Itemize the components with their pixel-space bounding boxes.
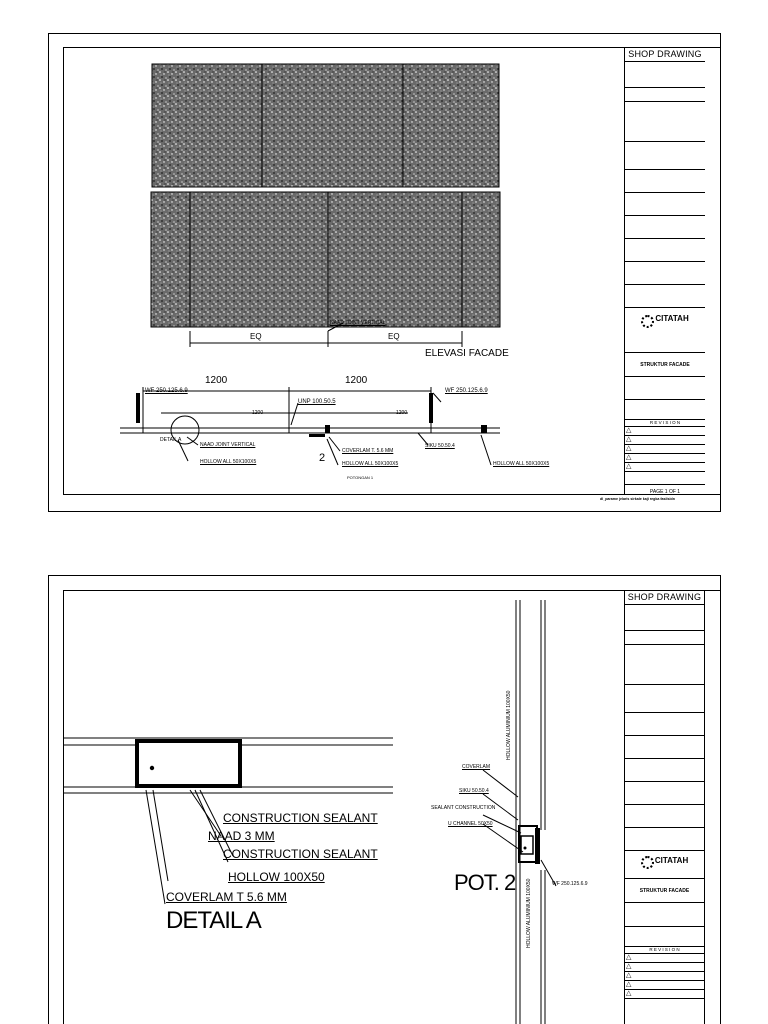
tb-row: [625, 216, 705, 239]
revision-row: [625, 972, 704, 981]
coverlam-detail-label: COVERLAM T 5.6 MM: [166, 890, 287, 904]
wf-right-label: WF 250.125.6.9: [445, 388, 488, 394]
revision-row: [625, 463, 705, 472]
tb-row: [625, 400, 705, 420]
unp-label: UNP 100.50.5: [298, 399, 336, 405]
inner-dim-left: 1200: [252, 410, 264, 416]
company-logo-block: [625, 851, 704, 879]
revision-row: [625, 963, 704, 972]
hollow-mid-label: HOLLOW ALL 50X100X5: [342, 461, 399, 467]
hollow-left-label: HOLLOW ALL 50X100X5: [200, 459, 257, 465]
tb-row: [625, 685, 704, 713]
pot2-u-channel-label: U CHANNEL 50X50: [448, 821, 493, 827]
pot2-wf-label: WF 250.125.6.9: [552, 881, 588, 887]
coverlam-label: COVERLAM T. 5.6 MM: [342, 448, 394, 454]
inner-dim-right: 1200: [396, 410, 408, 416]
coverlam-panel-bottom: [151, 192, 500, 327]
construction-sealant-2-label: CONSTRUCTION SEALANT: [223, 847, 378, 861]
pot2-coverlam-label: COVERLAM: [462, 764, 491, 770]
revision-row: [625, 454, 705, 463]
hollow-label: HOLLOW 100X50: [228, 870, 325, 884]
company-logo-block: [625, 308, 705, 353]
sheet1-footnote: dl_parame jelaris sirkale kaji regka fasilsidn: [600, 497, 675, 501]
section-marker: 2: [319, 452, 326, 464]
revision-triangle-icon: △: [626, 963, 632, 970]
tb-row: [625, 62, 705, 88]
tb-row: [625, 142, 705, 170]
revision-triangle-icon: △: [626, 454, 632, 461]
revision-triangle-icon: △: [626, 990, 632, 997]
tb-row: [625, 170, 705, 193]
company-logo-icon: [641, 315, 654, 328]
tb-row: [625, 605, 704, 631]
revision-row: [625, 436, 705, 445]
tb-row: [625, 759, 704, 782]
company-logo-text: CITATAH: [655, 314, 689, 323]
company-logo-text: CITATAH: [654, 856, 689, 865]
pot2-sealant-label: SEALANT CONSTRUCTION: [431, 805, 496, 811]
section-dim-right: 1200: [345, 375, 368, 386]
revision-triangle-icon: △: [626, 972, 632, 979]
tb-row: [625, 999, 704, 1009]
revision-row: [625, 990, 704, 999]
revision-triangle-icon: △: [626, 427, 632, 434]
elevation-drawing: [63, 47, 623, 495]
tb-row: [625, 472, 705, 485]
revision-triangle-icon: △: [626, 981, 632, 988]
tb-row: [625, 285, 705, 308]
revision-header: R E V I S I O N: [625, 947, 704, 954]
detail-drawing: [63, 590, 623, 1024]
tb-row: [625, 736, 704, 759]
hollow-right-label: HOLLOW ALL 50X100X5: [493, 461, 550, 467]
dim-eq-left: EQ: [250, 332, 262, 341]
hollow-section: [137, 741, 240, 786]
tb-row: [625, 631, 704, 645]
revision-row: [625, 445, 705, 454]
tb-row: [625, 88, 705, 102]
title-block-header: SHOP DRAWING: [625, 47, 705, 62]
tb-row: [625, 805, 704, 828]
title-block-1: [624, 47, 705, 495]
tb-row: [625, 828, 704, 851]
company-logo-icon: [641, 856, 654, 869]
revision-triangle-icon: △: [626, 463, 632, 470]
tb-row: [625, 713, 704, 736]
title-block-header: SHOP DRAWING: [625, 590, 704, 605]
tb-row: [625, 262, 705, 285]
hollow-vertical-bottom-label: HOLLOW ALUMINIUM 100X50: [526, 878, 532, 948]
tb-row: [625, 102, 705, 142]
tb-row: [625, 782, 704, 805]
detail-a-title: DETAIL A: [166, 907, 261, 934]
revision-triangle-icon: △: [626, 445, 632, 452]
tb-row: [625, 903, 704, 927]
coverlam-panel-top: [152, 64, 499, 187]
revision-row: [625, 954, 704, 963]
dim-eq-right: EQ: [388, 332, 400, 341]
title-block-2: [624, 590, 705, 1024]
tb-row: [625, 193, 705, 216]
wf-left-label: WF 250.125.6.9: [145, 388, 188, 394]
pot2-siku-label: SIKU 50.50.4: [459, 788, 489, 794]
revision-row: [625, 981, 704, 990]
tb-row: [625, 377, 705, 400]
sheet1-right-edge: [720, 33, 721, 512]
project-label: STRUKTUR FACADE: [625, 879, 704, 903]
detail-a-ref: DETAIL A: [160, 437, 182, 443]
tb-row: [625, 645, 704, 685]
page-label: PAGE 1 OF 1: [649, 489, 681, 495]
project-label: STRUKTUR FACADE: [625, 353, 705, 377]
revision-triangle-icon: △: [626, 954, 632, 961]
naad-joint-top-label: NAAD JOINT VERTICAL: [330, 320, 386, 326]
naad-label: NAAD 3 MM: [208, 829, 275, 843]
pot2-title: POT. 2: [454, 870, 516, 895]
elevation-title: ELEVASI FACADE: [425, 348, 509, 359]
tb-row: [625, 239, 705, 262]
tb-row: [625, 927, 704, 947]
sheet1-left-edge: [48, 33, 49, 512]
hollow-vertical-top-label: HOLLOW ALUMINIUM 100X50: [506, 690, 512, 760]
potongan-label: POTONGAN 1: [347, 475, 374, 480]
revision-row: [625, 427, 705, 436]
section-dim-left: 1200: [205, 375, 228, 386]
siku-label: SIKU 50.50.4: [425, 443, 455, 449]
naad-joint-label: NAAD JOINT VERTICAL: [200, 442, 256, 448]
construction-sealant-1-label: CONSTRUCTION SEALANT: [223, 811, 378, 825]
revision-header: R E V I S I O N: [625, 420, 705, 427]
revision-triangle-icon: △: [626, 436, 632, 443]
